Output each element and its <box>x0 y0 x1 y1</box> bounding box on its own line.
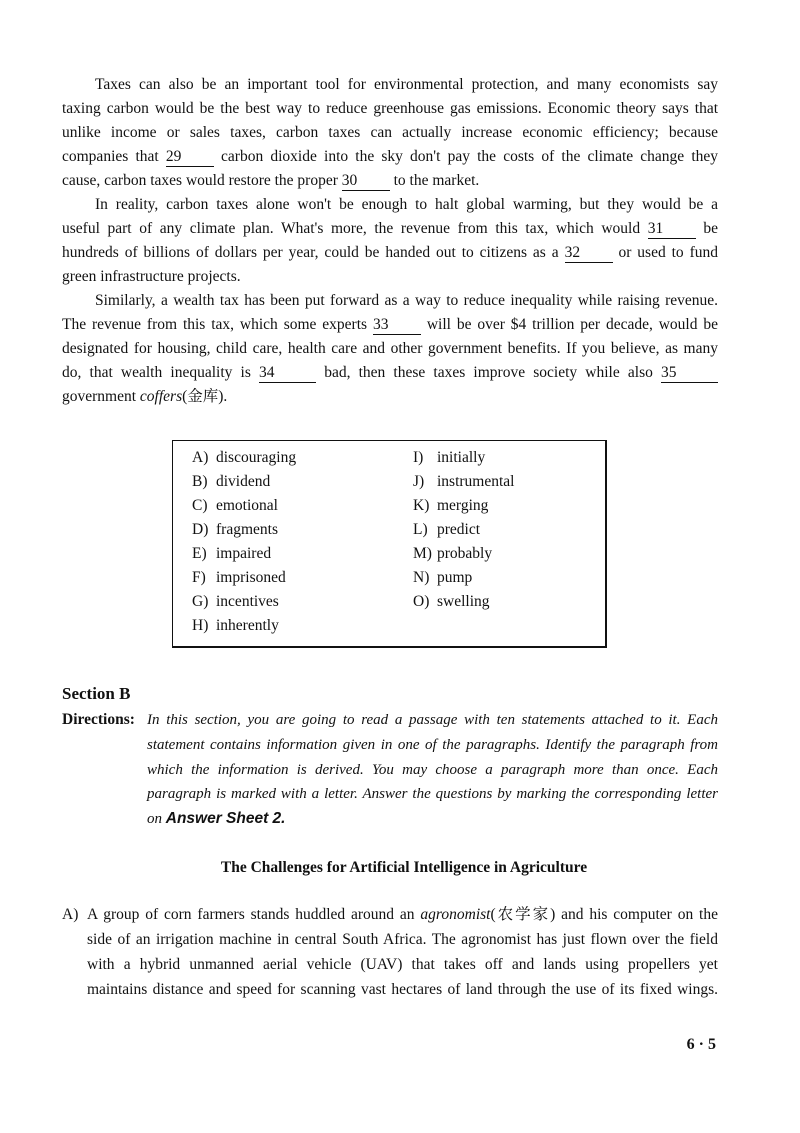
line-text: to the market. <box>393 172 480 189</box>
word-option <box>192 470 296 494</box>
paragraph-body <box>87 902 718 1002</box>
word-option <box>192 518 296 542</box>
option-label: C) <box>192 497 208 514</box>
passage-line <box>62 313 718 337</box>
word-option <box>413 566 515 590</box>
option-word: incentives <box>216 593 279 610</box>
option-label: F) <box>192 569 206 586</box>
line-text: The revenue from this tax, which some experts <box>62 316 368 333</box>
page-number: 6 · 5 <box>686 1036 716 1053</box>
passage-line <box>62 361 718 385</box>
article-title: The Challenges for Artificial Intelligence in Agriculture <box>220 859 588 876</box>
passage-line <box>62 385 718 409</box>
answer-sheet-reference: Answer Sheet 2. <box>165 810 286 827</box>
option-label: D) <box>192 521 209 538</box>
option-word: predict <box>437 521 481 538</box>
directions-line: In this section, you are going to read a passage with ten statements attached to it. Each <box>147 712 718 728</box>
passage-line <box>62 241 718 265</box>
option-word: initially <box>437 449 486 466</box>
cloze-passage <box>62 73 718 409</box>
word-bank-box <box>172 440 607 648</box>
paragraph-line: side of an irrigation machine in central South Africa. The agronomist has just flown over the field <box>87 931 718 948</box>
word-bank-right-column <box>413 446 515 614</box>
option-label: O) <box>413 593 430 610</box>
word-option <box>192 494 296 518</box>
option-label: K) <box>413 497 430 514</box>
paragraph-line: maintains distance and speed for scanning vast hectares of land through the use of its fixed wings. <box>87 981 718 998</box>
option-label: B) <box>192 473 208 490</box>
word-option <box>413 494 515 518</box>
line-text: or used to fund <box>618 244 719 261</box>
directions-label: Directions: <box>62 711 135 728</box>
option-label: H) <box>192 617 209 634</box>
italic-word: coffers <box>139 388 183 405</box>
line-text: carbon dioxide into the sky don't pay the costs of the climate change they <box>221 148 719 165</box>
word-option <box>192 446 296 470</box>
word-option <box>413 542 515 566</box>
line-text: (金库). <box>182 388 228 405</box>
word-option <box>192 590 296 614</box>
word-option <box>413 518 515 542</box>
word-option <box>192 614 296 638</box>
word-option <box>413 470 515 494</box>
paragraph-line: with a hybrid unmanned aerial vehicle (UAV) that takes off and lands using propellers yet <box>87 956 718 973</box>
passage-line: In reality, carbon taxes alone won't be enough to halt global warming, but they would be a <box>95 196 718 213</box>
option-word: emotional <box>216 497 278 514</box>
option-label: M) <box>413 545 432 562</box>
directions-line <box>147 807 718 832</box>
line-text: companies that <box>62 148 159 165</box>
blank-34: 34 <box>259 364 316 383</box>
line-text: be <box>703 220 719 237</box>
option-word: fragments <box>216 521 278 538</box>
word-option <box>192 542 296 566</box>
option-label: A) <box>192 449 209 466</box>
directions-line: statement contains information given in one of the paragraphs. Identify the paragraph from <box>147 736 718 753</box>
option-label: N) <box>413 569 430 586</box>
word-option <box>413 590 515 614</box>
passage-line <box>62 217 718 241</box>
blank-33: 33 <box>373 316 421 335</box>
word-bank-left-column <box>192 446 296 638</box>
option-word: instrumental <box>437 473 515 490</box>
directions-prefix: on <box>147 811 162 827</box>
line-text: A group of corn farmers stands huddled around an <box>87 906 415 923</box>
passage-line: unlike income or sales taxes, carbon taxes can actually increase economic efficiency; because <box>62 124 718 141</box>
passage-line <box>62 145 718 169</box>
passage-line: Taxes can also be an important tool for environmental protection, and many economists say <box>95 76 718 93</box>
option-word: merging <box>437 497 489 514</box>
article-paragraph-a <box>62 902 718 1002</box>
option-word: impaired <box>216 545 272 562</box>
passage-line: taxing carbon would be the best way to reduce greenhouse gas emissions. Economic theory says that <box>62 100 718 117</box>
line-text: government <box>62 388 137 405</box>
blank-29: 29 <box>166 148 214 167</box>
option-word: probably <box>437 545 493 562</box>
option-label: G) <box>192 593 209 610</box>
passage-line: Similarly, a wealth tax has been put forward as a way to reduce inequality while raising revenue. <box>95 292 718 309</box>
paragraph-line <box>87 902 718 927</box>
italic-word: agronomist <box>420 906 491 923</box>
section-heading: Section B <box>62 684 131 703</box>
directions-text <box>147 708 718 832</box>
blank-30: 30 <box>342 172 390 191</box>
passage-line: green infrastructure projects. <box>62 268 241 285</box>
passage-line: designated for housing, child care, health care and other government benefits. If you believe, as many <box>62 340 718 357</box>
option-label: E) <box>192 545 207 562</box>
option-label: L) <box>413 521 428 538</box>
line-text: do, that wealth inequality is <box>62 364 251 381</box>
option-word: imprisoned <box>216 569 286 586</box>
option-word: inherently <box>216 617 279 634</box>
directions-line: paragraph is marked with a letter. Answer the questions by marking the corresponding letter <box>147 786 718 803</box>
line-text: useful part of any climate plan. What's more, the revenue from this tax, which would <box>62 220 641 237</box>
blank-35: 35 <box>661 364 718 383</box>
option-word: dividend <box>216 473 271 490</box>
option-label: J) <box>413 473 425 490</box>
line-text: hundreds of billions of dollars per year, could be handed out to citizens as a <box>62 244 559 261</box>
line-text: (农学家) and his computer on the <box>490 906 718 923</box>
line-text: bad, then these taxes improve society while also <box>324 364 653 381</box>
option-word: pump <box>437 569 473 586</box>
word-option <box>413 446 515 470</box>
blank-31: 31 <box>648 220 696 239</box>
option-word: discouraging <box>216 449 297 466</box>
line-text: cause, carbon taxes would restore the proper <box>62 172 338 189</box>
option-label: I) <box>413 449 424 466</box>
option-word: swelling <box>437 593 490 610</box>
directions-line: which the information is derived. You may choose a paragraph more than once. Each <box>147 761 718 778</box>
blank-32: 32 <box>565 244 613 263</box>
directions <box>62 708 718 832</box>
word-option <box>192 566 296 590</box>
line-text: will be over $4 trillion per decade, would be <box>426 316 718 333</box>
paragraph-label: A) <box>62 906 79 923</box>
passage-line <box>62 169 718 193</box>
